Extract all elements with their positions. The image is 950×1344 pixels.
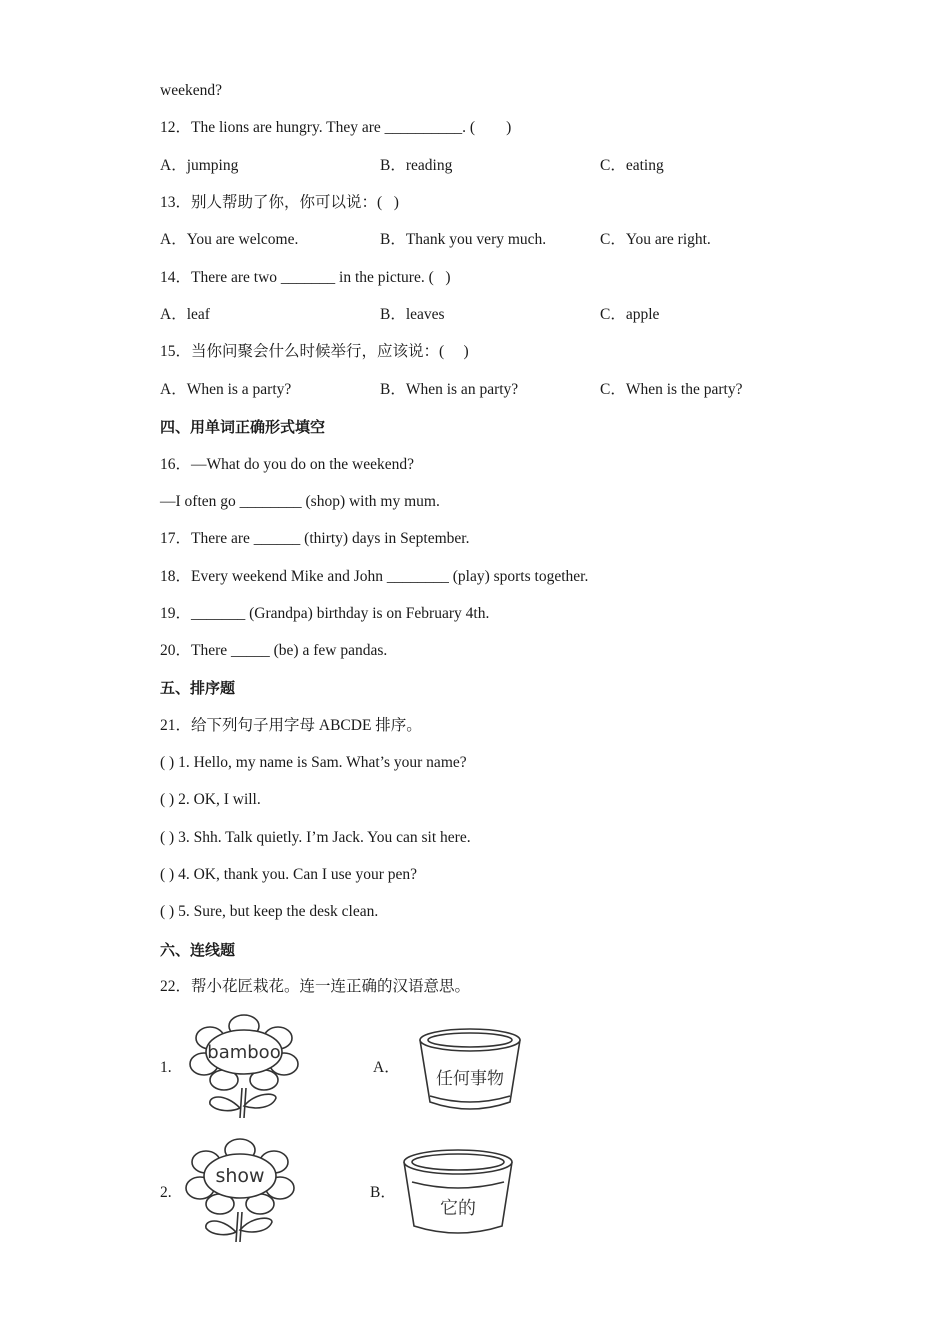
question-19: 19．_______ (Grandpa) birthday is on February 4th. — [160, 605, 490, 622]
question-14: 14．There are two _______ in the picture. ( ) — [160, 269, 451, 286]
flower-label-show: show — [215, 1165, 265, 1187]
q12-option-b: B．reading — [380, 157, 453, 174]
flower-image-show — [178, 1136, 302, 1244]
q15-option-c: C．When is the party? — [600, 381, 743, 398]
question-15: 15．当你问聚会什么时候举行，应该说：( ) — [160, 343, 469, 360]
question-16-line-2: —I often go ________ (shop) with my mum. — [160, 493, 440, 510]
q13-option-b: B．Thank you very much. — [380, 231, 547, 248]
question-16-line-1: 16．—What do you do on the weekend? — [160, 456, 414, 473]
match-letter-a: A． — [373, 1059, 400, 1076]
question-22: 22．帮小花匠栽花。连一连正确的汉语意思。 — [160, 978, 471, 995]
match-number-2: 2. — [160, 1184, 172, 1201]
q14-option-b: B．leaves — [380, 306, 445, 323]
section-6-heading: 六、连线题 — [160, 941, 236, 959]
q13-option-c: C．You are right. — [600, 231, 711, 248]
q15-option-b: B．When is an party? — [380, 381, 519, 398]
q15-option-a: A．When is a party? — [160, 381, 292, 398]
q21-item-4: ( ) 4. OK, thank you. Can I use your pen? — [160, 866, 417, 883]
question-21: 21．给下列句子用字母 ABCDE 排序。 — [160, 717, 422, 734]
q12-option-a: A．jumping — [160, 157, 239, 174]
question-17: 17．There are ______ (thirty) days in September. — [160, 530, 470, 547]
question-continuation: weekend? — [160, 82, 222, 99]
flower-image-bamboo — [180, 1012, 306, 1120]
flower-label-bamboo: bamboo — [207, 1042, 281, 1063]
question-12: 12．The lions are hungry. They are __________. ( ) — [160, 119, 512, 136]
section-5-heading: 五、排序题 — [160, 679, 236, 697]
q21-item-1: ( ) 1. Hello, my name is Sam. What’s your name? — [160, 754, 467, 771]
section-4-heading: 四、用单词正确形式填空 — [160, 418, 326, 436]
q21-item-3: ( ) 3. Shh. Talk quietly. I’m Jack. You can sit here. — [160, 829, 471, 846]
pot-image-a — [414, 1026, 526, 1116]
q14-option-c: C．apple — [600, 306, 660, 323]
q12-option-c: C．eating — [600, 157, 664, 174]
question-20: 20．There _____ (be) a few pandas. — [160, 642, 388, 659]
question-13: 13．别人帮助了你，你可以说：( ) — [160, 194, 399, 211]
question-18: 18．Every weekend Mike and John ________ (play) sports together. — [160, 568, 589, 585]
pot-image-b — [398, 1146, 518, 1242]
pot-label-b: 它的 — [440, 1198, 476, 1219]
q21-item-2: ( ) 2. OK, I will. — [160, 791, 261, 808]
q14-option-a: A．leaf — [160, 306, 210, 323]
match-letter-b: B． — [370, 1184, 396, 1201]
q13-option-a: A．You are welcome. — [160, 231, 299, 248]
q21-item-5: ( ) 5. Sure, but keep the desk clean. — [160, 903, 379, 920]
match-number-1: 1. — [160, 1059, 172, 1076]
pot-label-a: 任何事物 — [436, 1069, 504, 1089]
